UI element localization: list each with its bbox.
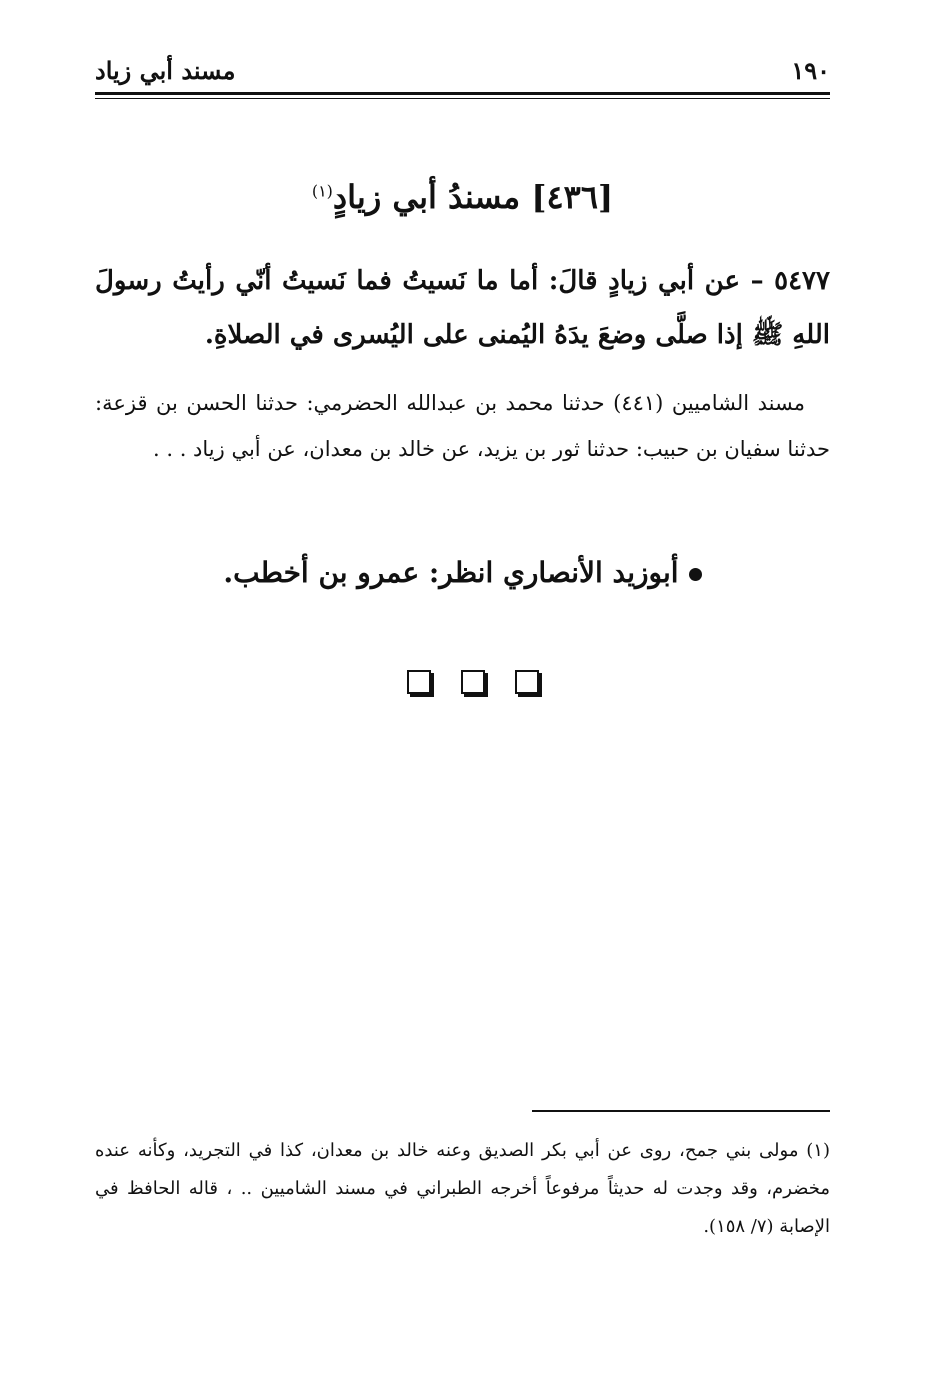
header-rule-thin <box>95 98 830 99</box>
running-header <box>95 56 830 90</box>
section-heading-text: [٤٣٦] مسندُ أبي زيادٍ <box>332 178 614 216</box>
running-header-title: مسند أبي زياد <box>95 56 236 85</box>
cross-reference-text: أبوزيد الأنصاري انظر: عمرو بن أخطب. <box>223 556 679 589</box>
hadith-text <box>95 254 830 362</box>
hadith-number: ٥٤٧٧ – <box>750 266 830 296</box>
footnote-rule <box>532 1110 830 1112</box>
footnote-marker: (١) <box>311 181 333 201</box>
box-ornament-icon <box>461 670 485 694</box>
section-end-mark <box>0 670 945 694</box>
footnote-text: (١) مولى بني جمح، روى عن أبي بكر الصديق وعنه خالد بن معدان، كذا في التجريد، وكأنه عنده مخضرم، وقد وجدت له حديثاً مرفوعاً أخرجه الطبراني في مسند الشاميين .. ، قاله الحافظ في الإصابة (٧/ ١٥٨). <box>95 1140 830 1237</box>
page-number: ١٩٠ <box>791 56 830 85</box>
box-ornament-icon <box>515 670 539 694</box>
isnad-text: مسند الشاميين (٤٤١) حدثنا محمد بن عبدالله الحضرمي: حدثنا الحسن بن قزعة: حدثنا سفيان بن حبيب: حدثنا ثور بن يزيد، عن خالد بن معدان، عن أبي زياد . . . <box>95 391 830 461</box>
box-ornament-icon <box>407 670 431 694</box>
cross-reference <box>95 556 830 589</box>
bullet-icon <box>689 568 702 581</box>
hadith-body: عن أبي زيادٍ قالَ: أما ما نَسيتُ فما نَسيتُ أنّي رأيتُ رسولَ اللهِ ﷺ إذا صلَّى وضعَ يدَهُ اليُمنى على اليُسرى في الصلاةِ. <box>95 266 830 350</box>
section-heading <box>95 178 830 216</box>
header-rule-thick <box>95 92 830 95</box>
